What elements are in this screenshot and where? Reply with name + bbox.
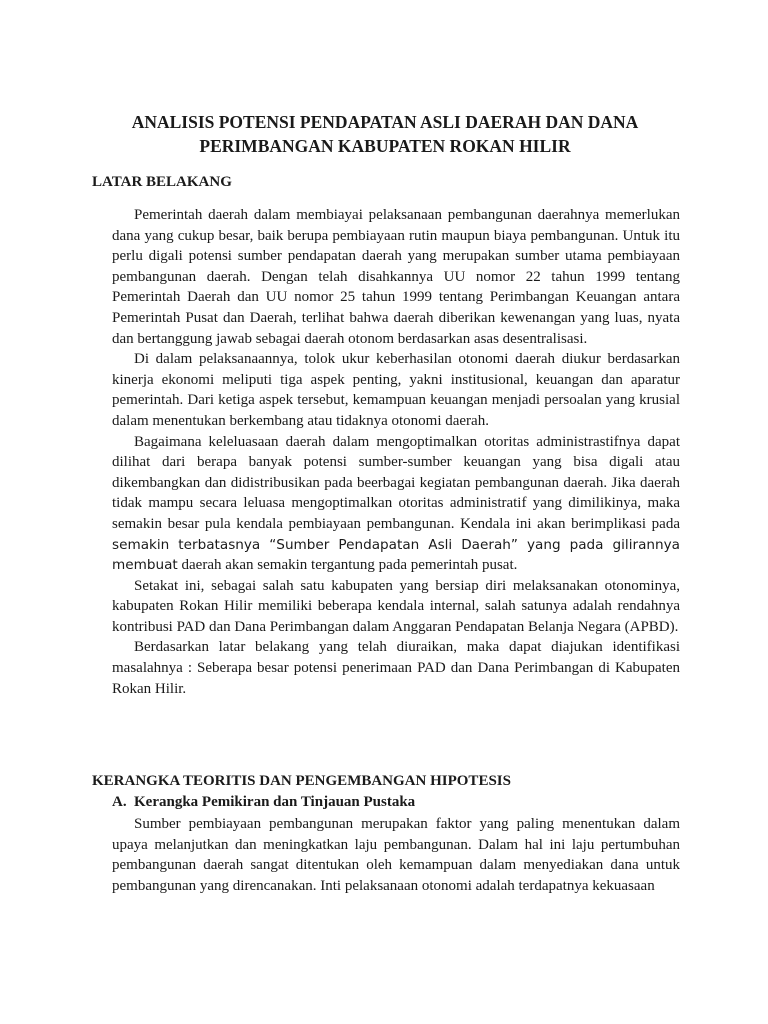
paragraph-3-text-a: Bagaimana keleluasaan daerah dalam mengoptimalkan otoritas administrastifnya dapat dilihat dari berapa banyak potensi sumber-sumber keuangan yang bisa digali atau dikembangkan dan didistribusikan pada beerbagai kegiatan pembangunan daerah. Jika daerah tidak mampu secara leluasa mengoptimalkan otoritas administratif yang dimilikinya, maka semakin besar pula kendala pembiayaan pembangunan. Kendala ini akan berimplikasi pada <box>112 433 680 532</box>
section-heading-latar-belakang: LATAR BELAKANG <box>92 174 232 190</box>
section-body-latar-belakang <box>112 205 680 699</box>
title-line-2: PERIMBANGAN KABUPATEN ROKAN HILIR <box>199 136 571 156</box>
paragraph-4: Setakat ini, sebagai salah satu kabupaten yang bersiap diri melaksanakan otonominya, kabupaten Rokan Hilir memiliki beberapa kendala internal, salah satunya adalah rendahnya kontribusi PAD dan Dana Perimbangan dalam Anggaran Pendapatan Belanja Negara (APBD). <box>112 577 680 635</box>
title-line-1: ANALISIS POTENSI PENDAPATAN ASLI DAERAH DAN DANA <box>131 112 639 132</box>
paragraph-2: Di dalam pelaksanaannya, tolok ukur keberhasilan otonomi daerah diukur berdasarkan kinerja ekonomi meliputi tiga aspek penting, yakni institusional, keuangan dan aparatur pemerintah. Dari ketiga aspek tersebut, kemampuan keuangan menjadi persoalan yang krusial dalam menentukan berkembang atau tidaknya otonomi daerah. <box>112 351 680 429</box>
paragraph-3-text-c: daerah akan semakin tergantung pada pemerintah pusat. <box>181 557 518 574</box>
document-title <box>80 110 690 158</box>
paragraph-3 <box>112 432 680 576</box>
section-heading-kerangka-teoritis: KERANGKA TEORITIS DAN PENGEMBANGAN HIPOTESIS <box>92 773 511 789</box>
paragraph-5: Berdasarkan latar belakang yang telah diuraikan, maka dapat diajukan identifikasi masalahnya : Seberapa besar potensi penerimaan PAD dan Dana Perimbangan di Kabupaten Rokan Hilir. <box>112 639 680 697</box>
paragraph-3-text-b: semakin terbatasnya “Sumber Pendapatan Asli Daerah” yang pada gilirannya membuat <box>112 536 680 574</box>
section-body-kerangka <box>112 814 680 896</box>
subsection-letter: A. <box>112 794 127 810</box>
paragraph-1: Pemerintah daerah dalam membiayai pelaksanaan pembangunan daerahnya memerlukan dana yang cukup besar, baik berupa pembiayaan rutin maupun biaya pembangunan. Untuk itu perlu digali potensi sumber pendapatan daerah yang merupakan sumber utama pembiayaan pembangunan daerah. Dengan telah disahkannya UU nomor 22 tahun 1999 tentang Pemerintah Daerah dan UU nomor 25 tahun 1999 tentang Perimbangan Keuangan antara Pemerintah Pusat dan Daerah, terlihat bahwa daerah diberikan kewenangan yang luas, nyata dan bertanggung jawab sebagai daerah otonom berdasarkan asas desentralisasi. <box>112 207 680 347</box>
subsection-heading-a <box>112 792 415 812</box>
subsection-title: Kerangka Pemikiran dan Tinjauan Pustaka <box>134 794 416 810</box>
paragraph-6: Sumber pembiayaan pembangunan merupakan faktor yang paling menentukan dalam upaya melanjutkan dan meningkatkan laju pembangunan. Dalam hal ini laju pertumbuhan pembangunan daerah sangat ditentukan oleh kemampuan dalam menyediakan dana untuk pembangunan yang direncanakan. Inti pelaksanaan otonomi adalah terdapatnya kekuasaan <box>112 816 680 894</box>
